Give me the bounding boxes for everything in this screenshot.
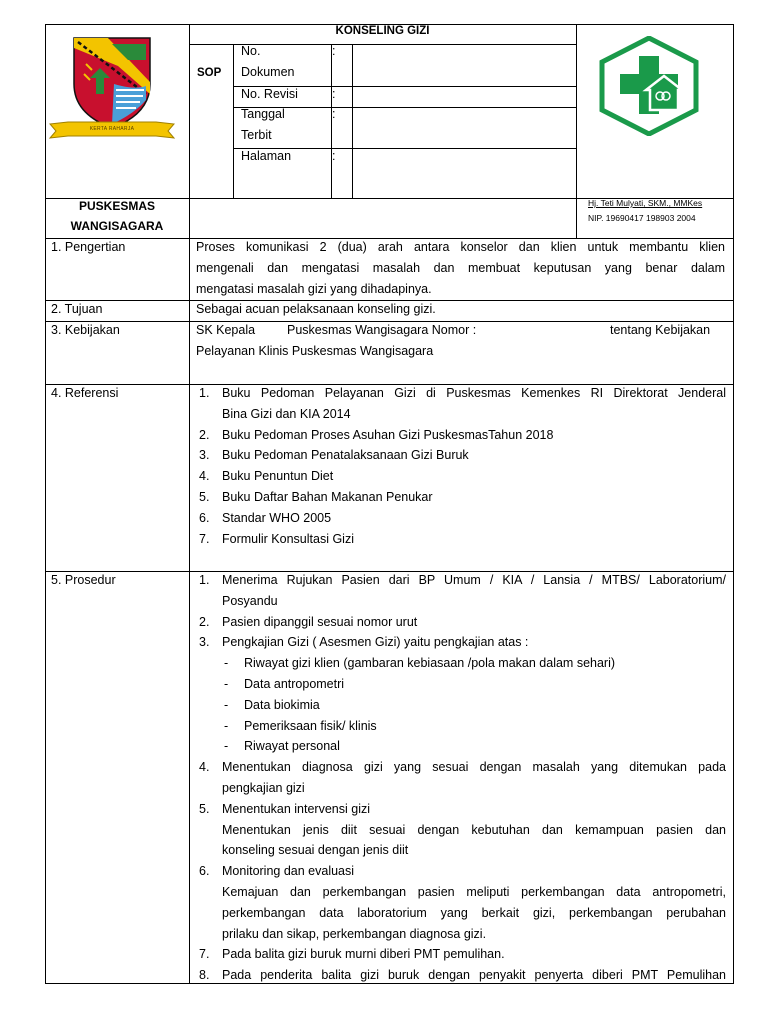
prosedur-list bbox=[189, 570, 726, 986]
institution-name: PUSKESMAS bbox=[78, 199, 155, 213]
list-subitem: - Data antropometri bbox=[224, 676, 345, 691]
list-item: 1. Buku Pedoman Pelayanan Gizi di Puskesmas Kemenkes RI Direktorat Jenderal Bina Gizi dan KIA 2014 bbox=[199, 386, 726, 421]
regency-emblem-logo bbox=[48, 34, 176, 144]
emblem-banner-text: KERTA RAHARJA bbox=[89, 126, 135, 132]
referensi-list bbox=[189, 383, 726, 549]
section-content-tujuan: Sebagai acuan pelaksanaan konseling gizi. bbox=[196, 302, 436, 316]
list-item: 6. Standar WHO 2005 bbox=[199, 510, 332, 525]
list-item: 3. Pengkajian Gizi ( Asesmen Gizi) yaitu pengkajian atas : bbox=[199, 635, 529, 650]
section-label-referensi: 4. Referensi bbox=[51, 386, 119, 400]
section-label-kebijakan: 3. Kebijakan bbox=[51, 323, 120, 337]
list-item: 2. Pasien dipanggil sesuai nomor urut bbox=[199, 614, 418, 629]
list-item: 4. Buku Penuntun Diet bbox=[199, 469, 334, 484]
list-item: 5. Buku Daftar Bahan Makanan Penukar bbox=[199, 489, 433, 504]
list-item: 7. Pada balita gizi buruk murni diberi PMT pemulihan. bbox=[199, 947, 505, 962]
list-subitem: - Riwayat gizi klien (gambaran kebiasaan /pola makan dalam sehari) bbox=[224, 656, 616, 671]
list-item: 2. Buku Pedoman Proses Asuhan Gizi PuskesmasTahun 2018 bbox=[199, 427, 554, 442]
list-item: 6. Monitoring dan evaluasi Kemajuan dan perkembangan pasien meliputi perkembangan data antropometri, perkembangan data laboratorium yang berkait gizi, perkembangan perubahan prilaku dan sikap, perkembangan diagnosa gizi. bbox=[199, 864, 726, 941]
list-subitem: - Data biokimia bbox=[224, 697, 320, 712]
sop-label: SOP bbox=[197, 67, 222, 79]
sop-title: KONSELING GIZI bbox=[335, 25, 430, 37]
section-label-pengertian: 1. Pengertian bbox=[51, 240, 126, 254]
list-item: 3. Buku Pedoman Penatalaksanaan Gizi Buruk bbox=[199, 448, 469, 463]
list-item: 8. Pada penderita balita gizi buruk dengan penyakit penyerta diberi PMT Pemulihan bbox=[199, 968, 726, 983]
signer-nip: NIP. 19690417 198903 2004 bbox=[588, 213, 696, 223]
section-label-tujuan: 2. Tujuan bbox=[51, 302, 103, 316]
puskesmas-logo bbox=[598, 36, 700, 136]
list-subitem: - Pemeriksaan fisik/ klinis bbox=[224, 718, 377, 733]
list-item: 1. Menerima Rujukan Pasien dari BP Umum / KIA / Lansia / MTBS/ Laboratorium/ Posyandu bbox=[199, 573, 726, 608]
list-item: 7. Formulir Konsultasi Gizi bbox=[199, 531, 354, 546]
list-subitem: - Riwayat personal bbox=[224, 739, 340, 754]
section-label-prosedur: 5. Prosedur bbox=[51, 573, 116, 587]
list-item: 4. Menentukan diagnosa gizi yang sesuai dengan masalah yang ditemukan pada pengkajian gizi bbox=[199, 760, 726, 795]
signer-name: Hj. Teti Mulyati, SKM., MMKes bbox=[588, 198, 703, 208]
list-item: 5. Menentukan intervensi gizi Menentukan jenis diit sesuai dengan kebutuhan dan kemampuan pasien dan konseling sesuai dengan jenis diit bbox=[199, 801, 726, 858]
institution-name-line2: WANGISAGARA bbox=[70, 219, 164, 233]
